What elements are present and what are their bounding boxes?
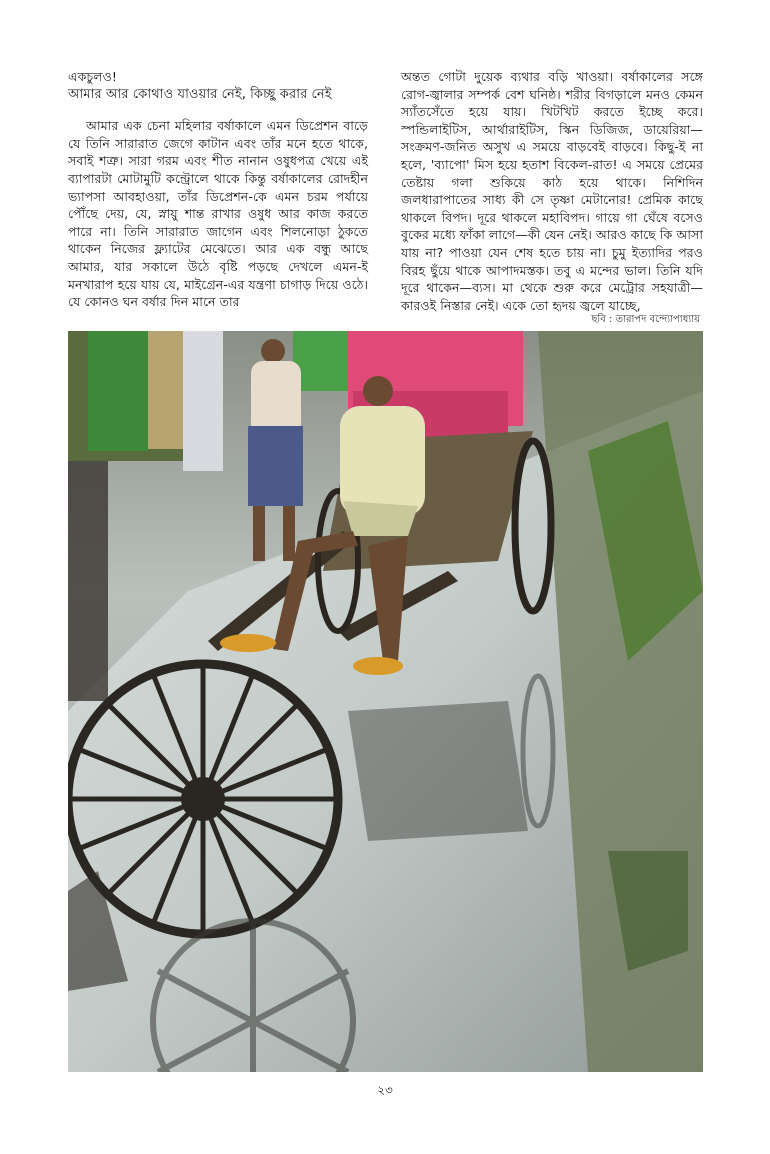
rickshaw-photo — [68, 331, 703, 1072]
right-column — [401, 68, 703, 314]
article-kicker: একচুলও! — [68, 69, 117, 84]
left-body-text: আমার এক চেনা মহিলার বর্ষাকালে এমন ডিপ্রেশন বাড়ে যে তিনি সারারাত জেগে কাটান এবং তাঁর মনে হতে থাকে, সবাই শত্রু। সারা গরম এবং শীত নানান ওষুধপত্র খেয়ে এই ব্যাপারটা মোটামুটি কন্ট্রোলে থাকে কিন্তু বর্ষাকালের রোদহীন ভ্যাপসা আবহাওয়া, তাঁর ডিপ্রেশন-কে এমন চরম পর্যায়ে পৌঁছে দেয়, যে, স্নায়ু শান্ত রাখার ওষুধ আর কাজ করতে পারে না। তিনি সারারাত জাগেন এবং শিলনোড়া ঠুকতে থাকেন নিজের ফ্ল্যাটের মেঝেতে। আর এক বন্ধু আছে আমার, যার সকালে উঠে বৃষ্টি পড়ছে দেখলে এমন-ই মনখারাপ হয়ে যায় যে, মাইগ্রেন-এর যন্ত্রণা চাগাড় দিয়ে ওঠে। যে কোনও ঘন বর্ষার দিন মানে তার — [68, 118, 368, 310]
photo-credit: ছবি : তারাপদ বন্দ্যোপাধ্যায় — [591, 314, 700, 325]
left-column — [68, 68, 368, 311]
right-body-text: অন্তত গোটা দুয়েক ব্যথার বড়ি খাওয়া। বর্ষাকালের সঙ্গে রোগ-জ্বালার সম্পর্ক বেশ ঘনিষ্ঠ। শরীর বিগড়ালে মনও কেমন স্যাঁতসেঁতে হয়ে যায়। খিটখিট করতে ইচ্ছে করে। স্পন্ডিলাইটিস, আর্থারাইটিস, স্কিন ডিজিজ, ডায়েরিয়া—সংক্রমণ-জনিত অসুখ এ সময়ে বাড়বেই বাড়বে। কিছু-ই না হলে, 'ব্যাপো' মিস হয়ে হতাশ বিকেল-রাত! এ সময়ে প্রেমের তেষ্টায় গলা শুকিয়ে কাঠ হয়ে থাকে। নিশিদিন জলধারাপাতের সাধ্য কী সে তৃষ্ণা মেটানোর! প্রেমিক কাছে থাকলে বিপদ। দূরে থাকলে মহাবিপদ। গায়ে গা ঘেঁষে বসেও বুকের মধ্যে ফাঁকা লাগে—কী যেন নেই। আরও কাছে কি আসা যায় না? পাওয়া যেন শেষ হতে চায় না। চুমু ইত্যাদির পরও বিরহ ছুঁয়ে থাকে আপাদমস্তক। তবু এ মন্দের ভাল। তিনি যদি দূরে থাকেন—ব্যস। মা থেকে শুরু করে মেট্রোর সহযাত্রী—কারওই নিস্তার নেই। একে তো হৃদয় জ্বলে যাচ্ছে, — [401, 69, 703, 313]
article-heading: আমার আর কোথাও যাওয়ার নেই, কিচ্ছু করার নেই — [68, 86, 332, 102]
page-number: ২৩ — [377, 1083, 393, 1097]
